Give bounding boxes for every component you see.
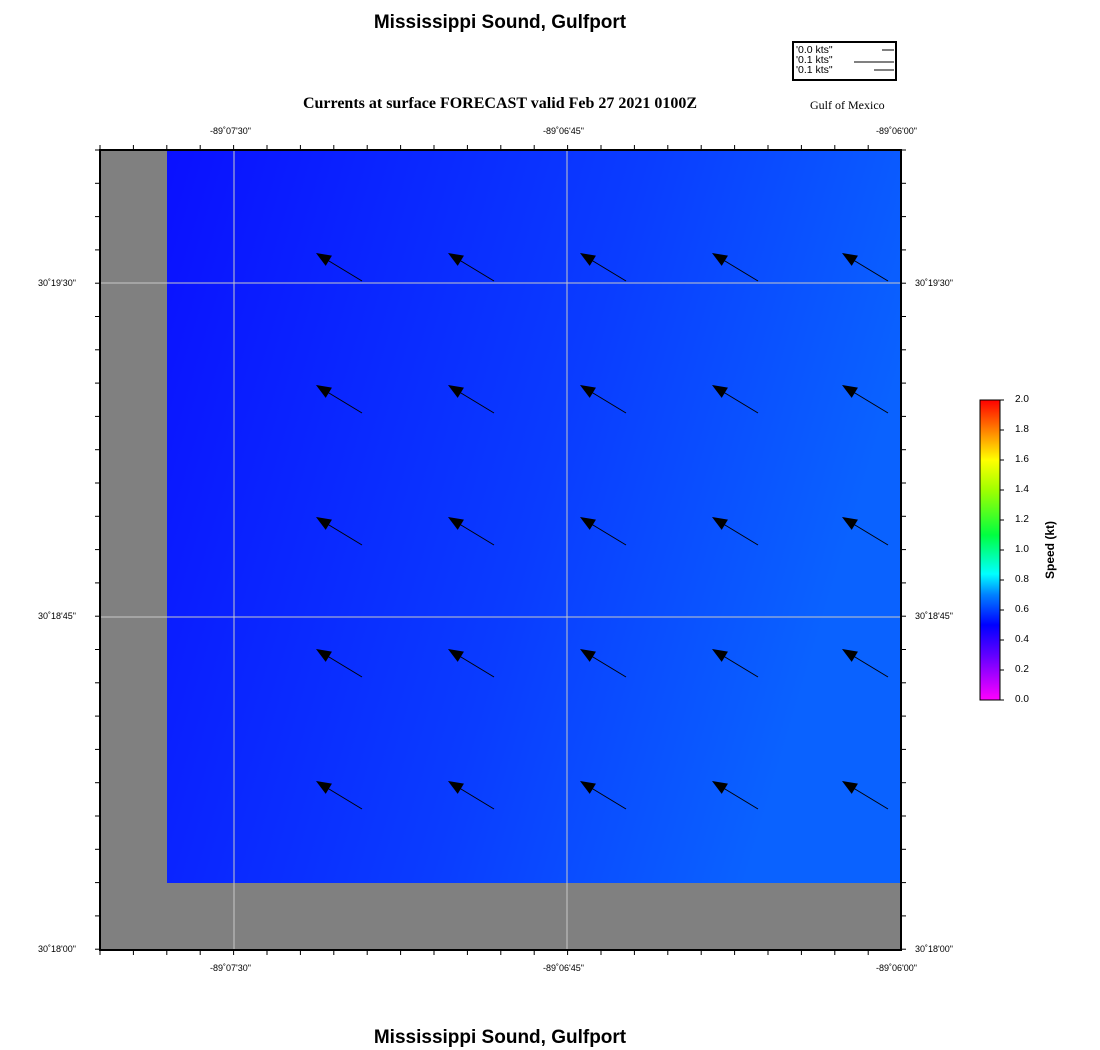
lon-label-top-2: -89˚06'45": [543, 126, 584, 136]
lat-label-right-3: 30˚18'00": [915, 944, 953, 954]
colorbar-tick-label: 0.2: [1015, 664, 1029, 675]
lat-label-left-2: 30˚18'45": [38, 611, 76, 621]
legend-row-1: '0.0 kts": [796, 44, 833, 56]
lon-label-top-1: -89˚07'30": [210, 126, 251, 136]
footer-title: Mississippi Sound, Gulfport: [373, 1027, 627, 1048]
colorbar-tick-label: 0.8: [1015, 574, 1029, 585]
forecast-subtitle: Currents at surface FORECAST valid Feb 27 2021 0100Z: [302, 95, 698, 112]
colorbar-tick-label: 0.6: [1015, 604, 1029, 615]
lat-label-left-1: 30˚19'30": [38, 278, 76, 288]
colorbar-tick-label: 0.4: [1015, 634, 1029, 645]
map-title: Mississippi Sound, Gulfport: [373, 12, 627, 33]
colorbar-tick-label: 1.8: [1015, 424, 1029, 435]
colorbar-tick-label: 1.6: [1015, 454, 1029, 465]
colorbar-tick-label: 0.0: [1015, 694, 1029, 705]
colorbar-tick-label: 1.0: [1015, 544, 1029, 555]
region-label: Gulf of Mexico: [810, 98, 885, 112]
speed-colorbar: [975, 395, 1005, 707]
colorbar-tick-label: 1.2: [1015, 514, 1029, 525]
colorbar-tick-label: 2.0: [1015, 394, 1029, 405]
lat-label-right-1: 30˚19'30": [915, 278, 953, 288]
lon-label-bottom-3: -89˚06'00": [876, 963, 917, 973]
lon-label-bottom-1: -89˚07'30": [210, 963, 251, 973]
lat-label-left-3: 30˚18'00": [38, 944, 76, 954]
legend-row-2: '0.1 kts": [796, 54, 833, 66]
colorbar-title: Speed (kt): [1043, 521, 1057, 580]
water-area: [167, 150, 901, 883]
lat-label-right-2: 30˚18'45": [915, 611, 953, 621]
lon-label-top-3: -89˚06'00": [876, 126, 917, 136]
lon-label-bottom-2: -89˚06'45": [543, 963, 584, 973]
colorbar-tick-label: 1.4: [1015, 484, 1029, 495]
legend-row-3: '0.1 kts": [796, 64, 833, 76]
